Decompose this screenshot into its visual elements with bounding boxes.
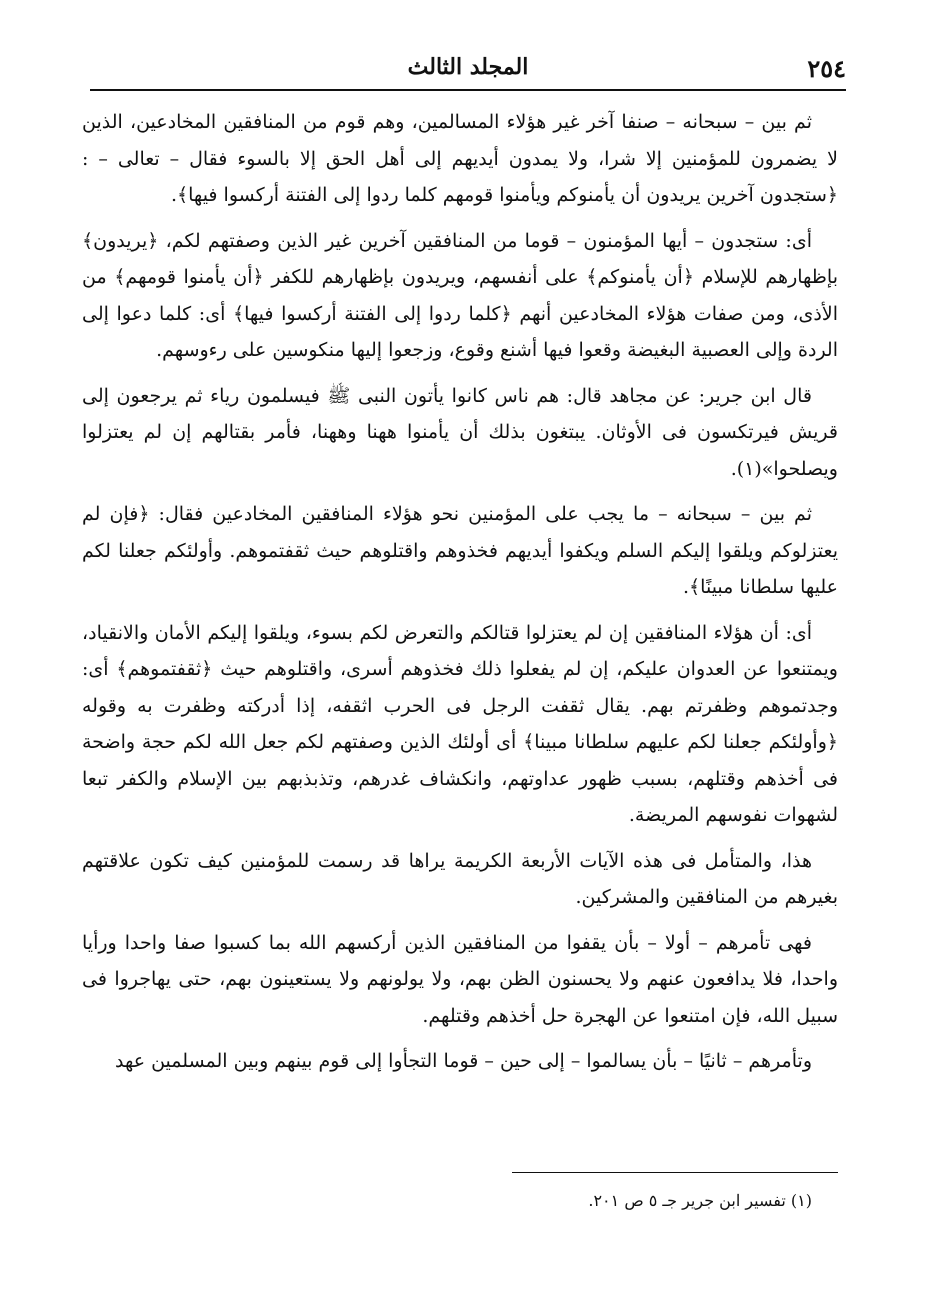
paragraph: ثم بين – سبحانه – ما يجب على المؤمنين نحو هؤلاء المنافقين المخادعين فقال: ﴿فإن لم يعتزلوكم ويلقوا إليكم السلم ويكفوا أيديهم فخذوهم واقتلوهم حيث ثقفتموهم. وأولئكم جعلنا لكم عليها سلطانا مبينًا﴾. <box>82 503 838 598</box>
page-number: ٢٥٤ <box>807 54 846 83</box>
body-text <box>82 104 838 1089</box>
paragraph: ثم بين – سبحانه – صنفا آخر غير هؤلاء المسالمين، وهم قوم من المنافقين المخادعين، الذين لا يضمرون للمؤمنين إلا شرا، ولا يمدون أيديهم إلى أهل الحق إلا بالسوء فقال – تعالى – : ﴿ستجدون آخرين يريدون أن يأمنوكم ويأمنوا قومهم كلما ردوا إلى الفتنة أركسوا فيها﴾. <box>82 111 838 206</box>
header-divider <box>90 89 846 91</box>
paragraph: قال ابن جرير: عن مجاهد قال: هم ناس كانوا يأتون النبى ﷺ فيسلمون رياء ثم يرجعون إلى قريش فيرتكسون فى الأوثان. يبتغون بذلك أن يأمنوا ههنا وههنا، فأمر بقتالهم إن لم يعتزلوا ويصلحوا»(١). <box>82 384 838 480</box>
footnote: (١) تفسير ابن جرير جـ ٥ ص ٢٠١. <box>588 1191 812 1210</box>
paragraph: فهى تأمرهم – أولا – بأن يقفوا من المنافقين الذين أركسهم الله بما كسبوا صفا واحدا ورأيا واحدا، فلا يدافعون عنهم ولا يحسنون الظن بهم، ولا يولونهم ولا يستعينون بهم، حتى يهاجروا فى سبيل الله، فإن امتنعوا عن الهجرة حل أخذهم وقتلهم. <box>82 931 838 1027</box>
paragraph: وتأمرهم – ثانيًا – بأن يسالموا – إلى حين – قوما التجأوا إلى قوم بينهم وبين المسلمين عهد <box>114 1050 812 1072</box>
paragraph: أى: ستجدون – أيها المؤمنون – قوما من المنافقين آخرين غير الذين وصفتهم لكم، ﴿يريدون﴾ بإظهارهم للإسلام ﴿أن يأمنوكم﴾ على أنفسهم، ويريدون بإظهارهم للكفر ﴿أن يأمنوا قومهم﴾ من الأذى، ومن صفات هؤلاء المخادعين أنهم ﴿كلما ردوا إلى الفتنة أركسوا فيها﴾ أى: كلما دعوا إلى الردة وإلى العصبية البغيضة وقعوا فيها أشنع وقوع، وزجعوا إليها منكوسين على رءوسهم. <box>82 229 838 361</box>
page-header <box>90 48 846 88</box>
paragraph: هذا، والمتأمل فى هذه الآيات الأربعة الكريمة يراها قد رسمت للمؤمنين كيف تكون علاقتهم بغيرهم من المنافقين والمشركين. <box>82 849 838 908</box>
footnote-divider <box>512 1172 838 1173</box>
paragraph: أى: أن هؤلاء المنافقين إن لم يعتزلوا قتالكم والتعرض لكم بسوء، ويلقوا إليكم الأمان والانقياد، ويمتنعوا عن العدوان عليكم، إن لم يفعلوا ذلك فخذوهم أسرى، واقتلوهم حيث ﴿ثقفتموهم﴾ أى: وجدتموهم وظفرتم بهم. يقال ثقفت الرجل فى الحرب اثقفه، إذا أدركته وظفرت به وقوله ﴿وأولئكم جعلنا لكم عليهم سلطانا مبينا﴾ أى أولئك الذين وصفتهم لكم جعل الله لكم حجة واضحة فى أخذهم وقتلهم، بسبب ظهور عداوتهم، وانكشاف غدرهم، وتذبذبهم بين الإسلام والكفر تبعا لشهوات نفوسهم المريضة. <box>82 621 838 826</box>
running-title: المجلد الثالث <box>407 54 529 80</box>
